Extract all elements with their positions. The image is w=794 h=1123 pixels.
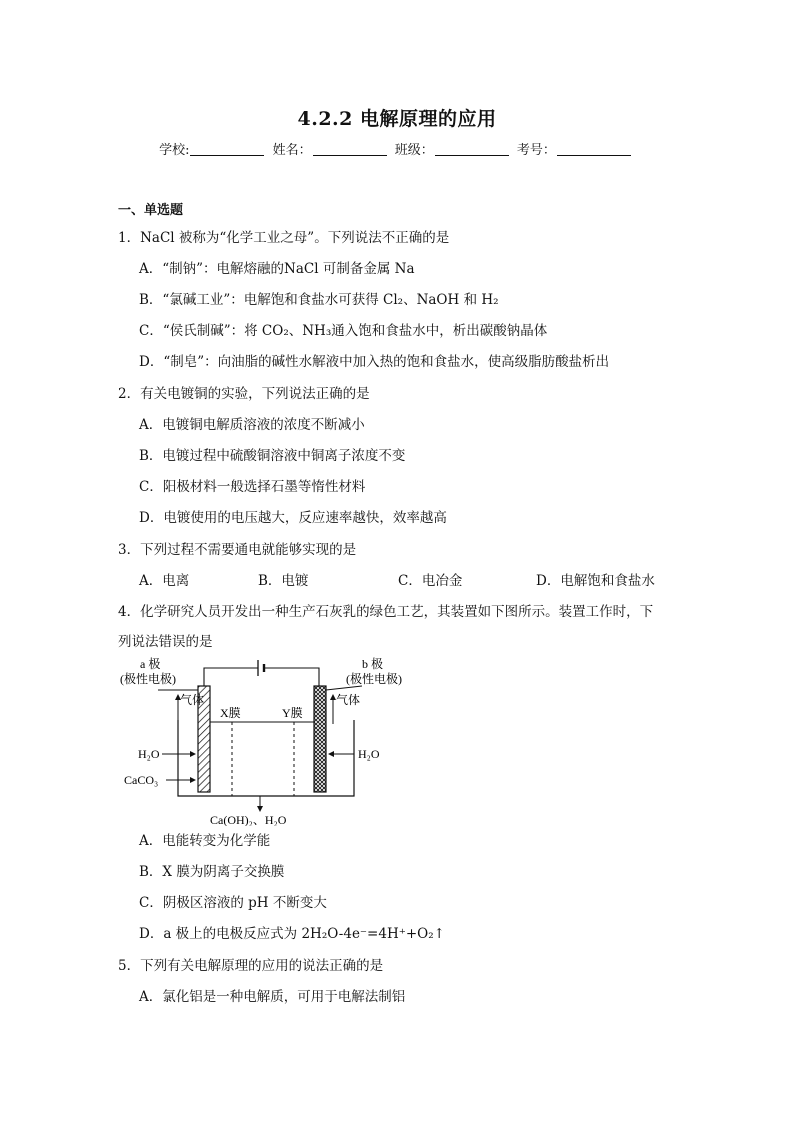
question-1-option-d[interactable]: D．“制皂”：向油脂的碱性水解液中加入热的饱和食盐水，使高级脂肪酸盐析出 — [139, 354, 610, 370]
question-4-stem-line-2: 列说法错误的是 — [118, 634, 213, 650]
b-electrode-label: b 极 — [362, 657, 384, 671]
question-2-option-a[interactable]: A．电镀铜电解质溶液的浓度不断减小 — [139, 417, 365, 433]
outlet-arrow — [257, 796, 263, 812]
h2o-right-label: H₂O — [358, 747, 380, 761]
class-label: 班级： — [394, 143, 434, 158]
name-label: 姓名： — [272, 143, 312, 158]
exam-number-label: 考号： — [516, 143, 556, 158]
class-blank[interactable] — [435, 143, 509, 156]
h2o-left-label: H₂O — [138, 747, 160, 761]
external-circuit — [204, 660, 319, 686]
outlet-label: Ca(OH)₂、H₂O — [210, 813, 287, 826]
question-3-option-a[interactable]: A．电离 — [139, 573, 190, 589]
question-1-option-c[interactable]: C．“侯氏制碱”：将 CO₂、NH₃通入饱和食盐水中，析出碳酸钠晶体 — [139, 323, 548, 339]
electrolysis-apparatus-diagram — [118, 654, 418, 830]
name-blank[interactable] — [313, 143, 387, 156]
question-2-option-d[interactable]: D．电镀使用的电压越大，反应速率越快，效率越高 — [139, 510, 447, 526]
a-electrode-type: (极性电极) — [120, 672, 176, 686]
question-1-option-a[interactable]: A．“制钠”：电解熔融的NaCl 可制备金属 Na — [139, 261, 415, 277]
question-3-option-d[interactable]: D．电解饱和食盐水 — [536, 573, 655, 589]
school-label: 学校: — [159, 143, 190, 158]
question-4-stem-line-1: 4．化学研究人员开发出一种生产石灰乳的绿色工艺，其装置如下图所示。装置工作时，下 — [118, 604, 654, 620]
question-2-option-c[interactable]: C．阳极材料一般选择石墨等惰性材料 — [139, 479, 366, 495]
question-5-option-a[interactable]: A．氯化铝是一种电解质，可用于电解法制铝 — [139, 989, 406, 1005]
section-heading: 一、单选题 — [118, 203, 184, 218]
x-membrane-label: X膜 — [220, 706, 241, 720]
question-3-option-c[interactable]: C．电冶金 — [398, 573, 463, 589]
caco3-label: CaCO₃ — [124, 773, 159, 787]
page-title: 4.2.2 电解原理的应用 — [297, 108, 497, 130]
student-info-line — [0, 139, 794, 158]
gas-right-label: 气体 — [336, 693, 361, 707]
question-2-option-b[interactable]: B．电镀过程中硫酸铜溶液中铜离子浓度不变 — [139, 448, 406, 464]
question-4-option-a[interactable]: A．电能转变为化学能 — [139, 833, 271, 849]
b-electrode-type: (极性电极) — [346, 672, 402, 686]
a-electrode-label: a 极 — [140, 657, 161, 671]
gas-left-label: 气体 — [180, 693, 205, 707]
apparatus-svg — [118, 654, 418, 826]
question-3-option-b[interactable]: B．电镀 — [258, 573, 309, 589]
question-2-stem: 2．有关电镀铜的实验，下列说法正确的是 — [118, 386, 370, 402]
question-4-option-c[interactable]: C．阴极区溶液的 pH 不断变大 — [139, 895, 327, 911]
exam-number-blank[interactable] — [557, 143, 631, 156]
school-blank[interactable] — [190, 143, 264, 156]
question-3-stem: 3．下列过程不需要通电就能够实现的是 — [118, 542, 357, 558]
question-4-option-b[interactable]: B．X 膜为阴离子交换膜 — [139, 864, 285, 880]
electrode-b — [314, 686, 326, 792]
question-4-option-d[interactable]: D．a 极上的电极反应式为 2H₂O-4e⁻=4H⁺+O₂↑ — [139, 926, 445, 942]
question-1-stem: 1．NaCl 被称为“化学工业之母”。下列说法不正确的是 — [118, 230, 450, 246]
question-1-option-b[interactable]: B．“氯碱工业”：电解饱和食盐水可获得 Cl₂、NaOH 和 H₂ — [139, 292, 499, 308]
question-5-stem: 5．下列有关电解原理的应用的说法正确的是 — [118, 958, 384, 974]
y-membrane-label: Y膜 — [282, 706, 303, 720]
